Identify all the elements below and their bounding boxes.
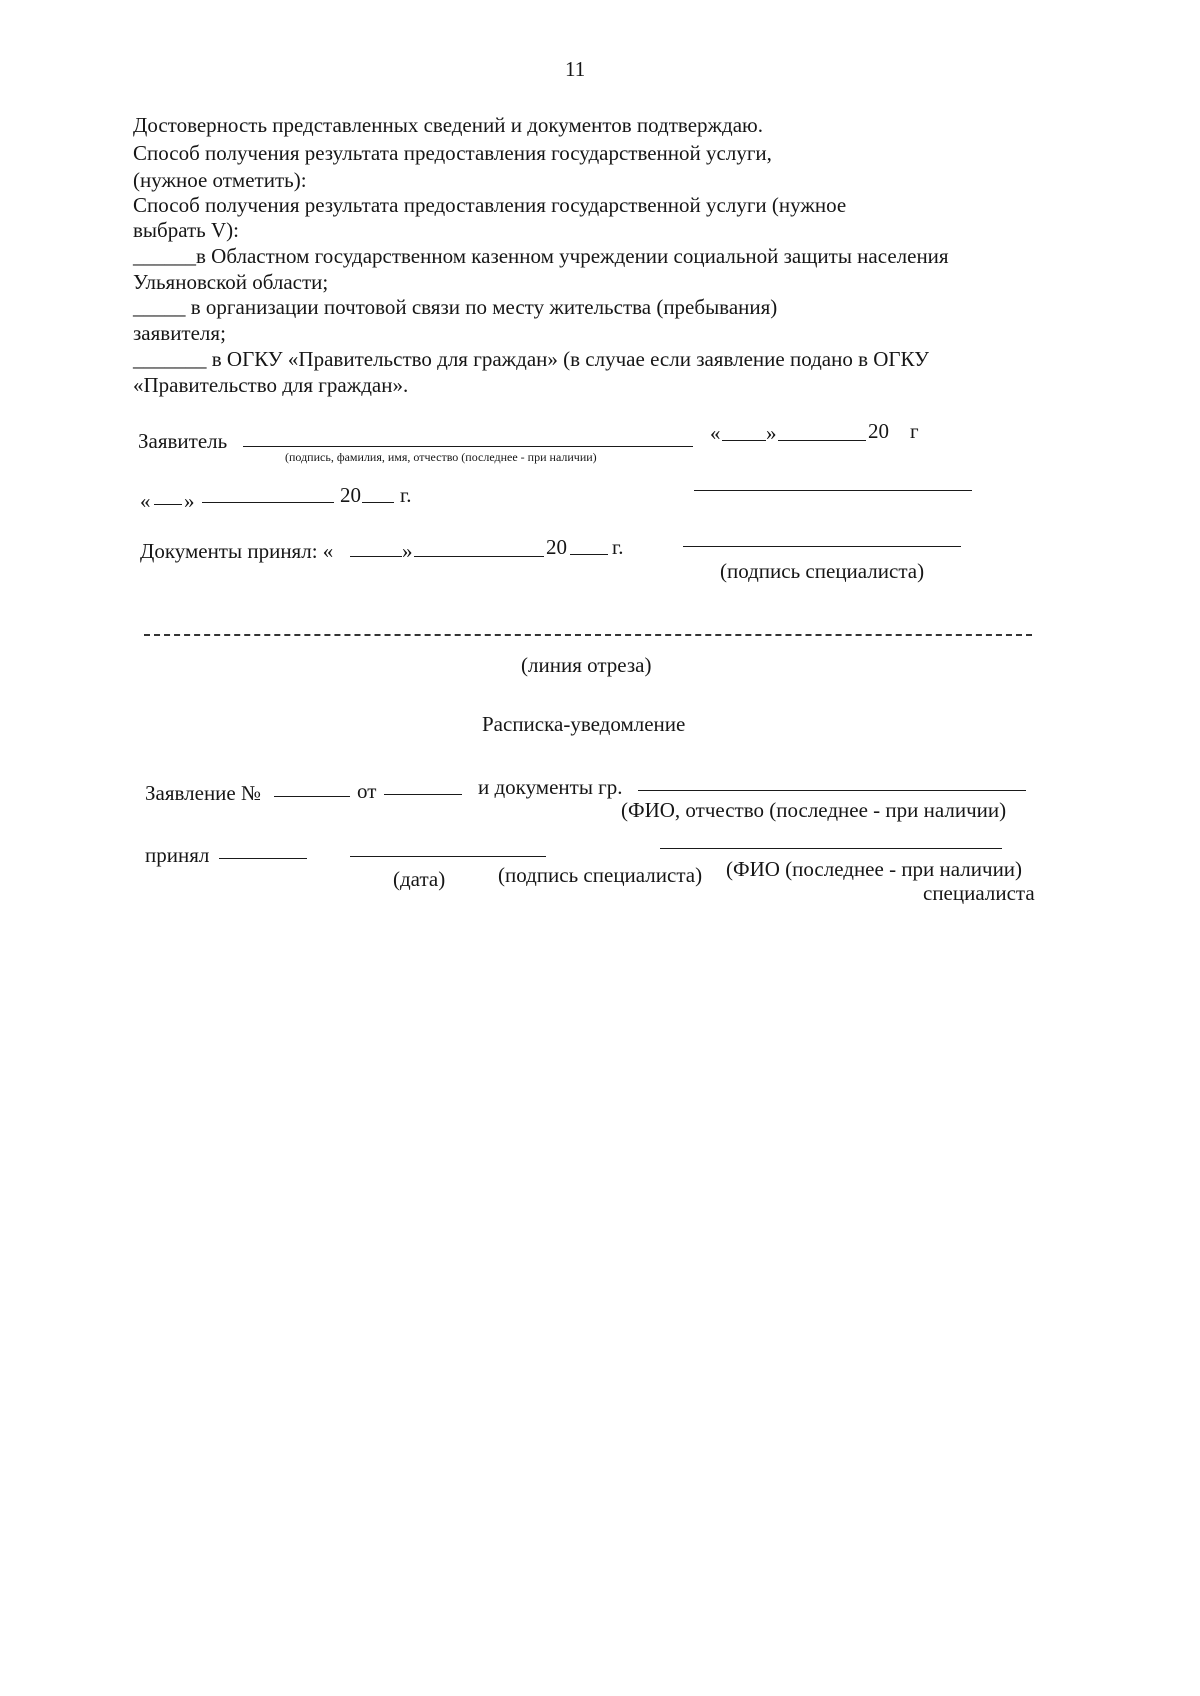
confirm-text: Достоверность представленных сведений и документов подтверждаю. <box>133 113 763 137</box>
date2-day-line[interactable] <box>154 504 182 505</box>
docs-accepted-close-quote: » <box>402 539 413 563</box>
applicant-date-year-prefix: 20 <box>868 419 889 443</box>
docs-accepted-month-line[interactable] <box>414 556 544 557</box>
method2-line-2: выбрать V): <box>133 218 239 242</box>
method-line-2: (нужное отметить): <box>133 168 307 192</box>
date-caption: (дата) <box>393 867 446 891</box>
date2-month-line[interactable] <box>202 502 334 503</box>
applicant-caption: (подпись, фамилия, имя, отчество (последнее - при наличии) <box>285 450 597 464</box>
date2-year-suffix: г. <box>400 483 412 507</box>
option-2-text: в организации почтовой связи по месту жительства (пребывания) <box>190 295 778 319</box>
docs-accepted-signature-line[interactable] <box>683 546 961 547</box>
applicant-date-year-suffix: г <box>910 419 919 443</box>
docs-accepted-day-line[interactable] <box>350 556 402 557</box>
docs-accepted-year-prefix: 20 <box>546 535 567 559</box>
method-line-1: Способ получения результата предоставления государственной услуги, <box>133 141 772 165</box>
specialist-word: специалиста <box>923 881 1035 905</box>
option-2-line-2: заявителя; <box>133 321 226 345</box>
applicant-date-month-line[interactable] <box>778 440 866 441</box>
receipt-title: Расписка-уведомление <box>482 712 686 736</box>
method2-line-1: Способ получения результата предоставления государственной услуги (нужное <box>133 193 847 217</box>
accepted-label: принял <box>145 843 210 867</box>
citizen-fio-line[interactable] <box>638 790 1026 791</box>
date2-year-line[interactable] <box>362 502 394 503</box>
applicant-signature-line[interactable] <box>243 446 693 447</box>
date2-open-quote: « <box>140 489 151 513</box>
option-3-line-2: «Правительство для граждан». <box>133 373 409 397</box>
option-2-blank[interactable]: _____ <box>133 295 186 319</box>
specialist-sign-caption: (подпись специалиста) <box>720 559 925 583</box>
applicant-date-day-line[interactable] <box>722 440 766 441</box>
date2-year-prefix: 20 <box>340 483 361 507</box>
signature-caption: (подпись специалиста) <box>498 863 703 887</box>
page-number: 11 <box>565 57 586 81</box>
date2-close-quote: » <box>184 489 195 513</box>
docs-accepted-year-suffix: г. <box>612 535 624 559</box>
applicant-label: Заявитель <box>138 429 228 453</box>
fio-caption: (ФИО, отчество (последнее - при наличии) <box>621 798 1007 822</box>
option-1-row <box>133 243 1021 269</box>
option-1-text: в Областном государственном казенном учреждении социальной защиты населения <box>196 244 949 268</box>
option-2-row <box>133 294 777 320</box>
docs-accepted-year-line[interactable] <box>570 554 608 555</box>
statement-date-line[interactable] <box>384 794 462 795</box>
option-3-text: в ОГКУ «Правительство для граждан» (в случае если заявление подано в ОГКУ <box>211 347 930 371</box>
docs-of-label: и документы гр. <box>478 775 623 799</box>
cut-line <box>144 634 1032 636</box>
option-3-blank[interactable]: _______ <box>133 347 207 371</box>
from-label: от <box>357 779 377 803</box>
accepted-by-line[interactable] <box>219 858 307 859</box>
statement-no-label: Заявление № <box>145 781 262 805</box>
applicant-date-close-quote: » <box>766 421 777 445</box>
option-1-blank[interactable]: ______ <box>133 244 196 268</box>
date2-signature-line[interactable] <box>694 490 972 491</box>
option-1-line-2: Ульяновской области; <box>133 270 329 294</box>
fio-specialist-caption: (ФИО (последнее - при наличии) <box>726 857 1023 881</box>
specialist-fio-line[interactable] <box>660 848 1002 849</box>
applicant-date-open-quote: « <box>710 421 721 445</box>
cut-line-caption: (линия отреза) <box>521 653 652 677</box>
statement-no-line[interactable] <box>274 796 350 797</box>
accepted-date-line[interactable] <box>350 856 546 857</box>
docs-accepted-label: Документы принял: « <box>140 539 334 563</box>
option-3-row <box>133 346 929 372</box>
